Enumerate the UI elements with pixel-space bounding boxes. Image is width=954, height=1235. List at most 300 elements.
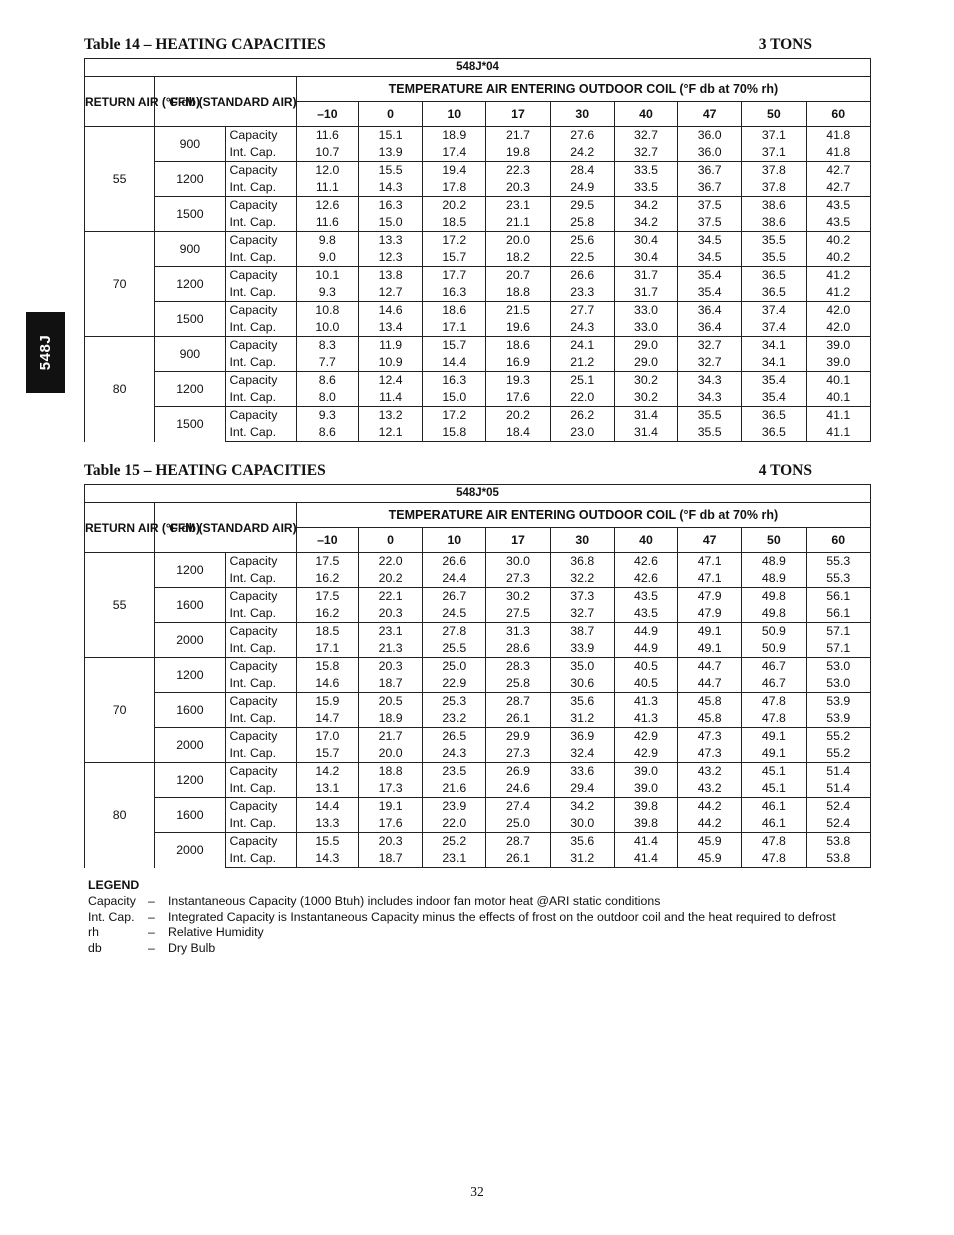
legend-dash: – xyxy=(148,909,155,924)
table-row xyxy=(85,588,871,606)
cfm-value: 1200 xyxy=(155,267,225,302)
int-cap-value: 11.6 xyxy=(296,214,358,232)
int-cap-value: 25.0 xyxy=(486,815,550,833)
int-cap-value: 34.3 xyxy=(678,389,742,407)
capacity-value: 36.8 xyxy=(550,553,614,571)
capacity-value: 49.1 xyxy=(742,728,806,746)
capacity-value: 35.5 xyxy=(678,407,742,425)
temperature-column-header: 0 xyxy=(358,528,422,553)
capacity-value: 41.1 xyxy=(806,407,871,425)
int-cap-value: 20.3 xyxy=(486,179,550,197)
capacity-label: Capacity xyxy=(225,302,296,320)
int-cap-value: 39.0 xyxy=(806,354,871,372)
table-row xyxy=(85,372,871,390)
capacity-value: 37.4 xyxy=(742,302,806,320)
cfm-value: 900 xyxy=(155,337,225,372)
int-cap-value: 41.8 xyxy=(806,144,871,162)
int-cap-value: 34.5 xyxy=(678,249,742,267)
capacity-value: 20.7 xyxy=(486,267,550,285)
temperature-column-header: 17 xyxy=(486,528,550,553)
int-cap-value: 20.3 xyxy=(358,605,422,623)
int-cap-value: 17.3 xyxy=(358,780,422,798)
table-row xyxy=(85,407,871,425)
capacity-value: 45.1 xyxy=(742,763,806,781)
int-cap-value: 45.9 xyxy=(678,850,742,868)
capacity-value: 32.7 xyxy=(614,127,677,145)
legend-item xyxy=(88,941,836,957)
capacity-label: Capacity xyxy=(225,162,296,180)
capacity-value: 20.2 xyxy=(423,197,486,215)
table-tons: 4 TONS xyxy=(758,462,812,479)
capacity-value: 34.1 xyxy=(742,337,806,355)
capacity-value: 52.4 xyxy=(806,798,871,816)
capacity-label: Capacity xyxy=(225,372,296,390)
capacity-value: 27.7 xyxy=(550,302,614,320)
temperature-column-header: 50 xyxy=(742,528,806,553)
int-cap-label: Int. Cap. xyxy=(225,389,296,407)
int-cap-value: 15.0 xyxy=(358,214,422,232)
int-cap-value: 11.1 xyxy=(296,179,358,197)
int-cap-value: 53.8 xyxy=(806,850,871,868)
temperature-column-header: 0 xyxy=(358,102,422,127)
table-row xyxy=(85,302,871,320)
int-cap-value: 16.9 xyxy=(486,354,550,372)
int-cap-value: 21.1 xyxy=(486,214,550,232)
int-cap-value: 31.4 xyxy=(614,424,677,442)
capacity-value: 37.8 xyxy=(742,162,806,180)
int-cap-value: 35.5 xyxy=(678,424,742,442)
cfm-value: 1500 xyxy=(155,197,225,232)
cfm-value: 1200 xyxy=(155,372,225,407)
legend-item xyxy=(88,894,836,910)
int-cap-value: 18.4 xyxy=(486,424,550,442)
capacity-value: 16.3 xyxy=(358,197,422,215)
int-cap-value: 57.1 xyxy=(806,640,871,658)
capacity-value: 36.7 xyxy=(678,162,742,180)
capacity-value: 26.6 xyxy=(423,553,486,571)
capacity-value: 37.1 xyxy=(742,127,806,145)
capacity-value: 56.1 xyxy=(806,588,871,606)
temperature-column-header: 40 xyxy=(614,528,677,553)
capacity-value: 26.2 xyxy=(550,407,614,425)
capacity-value: 8.6 xyxy=(296,372,358,390)
int-cap-value: 16.3 xyxy=(423,284,486,302)
int-cap-value: 35.4 xyxy=(742,389,806,407)
int-cap-value: 34.1 xyxy=(742,354,806,372)
cfm-value: 2000 xyxy=(155,623,225,658)
capacity-value: 18.5 xyxy=(296,623,358,641)
int-cap-value: 30.0 xyxy=(550,815,614,833)
int-cap-value: 24.9 xyxy=(550,179,614,197)
int-cap-value: 52.4 xyxy=(806,815,871,833)
capacity-value: 32.7 xyxy=(678,337,742,355)
int-cap-value: 13.4 xyxy=(358,319,422,337)
capacity-value: 30.2 xyxy=(614,372,677,390)
int-cap-value: 26.1 xyxy=(486,710,550,728)
int-cap-value: 42.9 xyxy=(614,745,677,763)
int-cap-value: 23.3 xyxy=(550,284,614,302)
capacity-label: Capacity xyxy=(225,197,296,215)
capacity-value: 10.1 xyxy=(296,267,358,285)
int-cap-value: 20.2 xyxy=(358,570,422,588)
capacity-label: Capacity xyxy=(225,588,296,606)
capacity-value: 42.0 xyxy=(806,302,871,320)
temperature-header: TEMPERATURE AIR ENTERING OUTDOOR COIL (°F db at 70% rh) xyxy=(296,503,870,528)
legend-item xyxy=(88,925,836,941)
capacity-value: 41.2 xyxy=(806,267,871,285)
table-14 xyxy=(84,58,871,442)
legend-description: Instantaneous Capacity (1000 Btuh) includes indoor fan motor heat @ARI static conditions xyxy=(168,893,661,908)
capacity-value: 45.9 xyxy=(678,833,742,851)
int-cap-value: 22.0 xyxy=(423,815,486,833)
int-cap-value: 29.0 xyxy=(614,354,677,372)
capacity-value: 47.9 xyxy=(678,588,742,606)
temperature-column-header: 50 xyxy=(742,102,806,127)
capacity-value: 15.8 xyxy=(296,658,358,676)
capacity-value: 20.0 xyxy=(486,232,550,250)
capacity-value: 28.3 xyxy=(486,658,550,676)
capacity-value: 14.2 xyxy=(296,763,358,781)
capacity-value: 25.3 xyxy=(423,693,486,711)
capacity-value: 43.5 xyxy=(614,588,677,606)
return-air-value: 70 xyxy=(85,658,155,763)
legend-description: Dry Bulb xyxy=(168,941,216,956)
int-cap-label: Int. Cap. xyxy=(225,850,296,868)
table-14-title xyxy=(84,36,812,54)
int-cap-value: 13.3 xyxy=(296,815,358,833)
int-cap-value: 31.2 xyxy=(550,850,614,868)
capacity-value: 15.1 xyxy=(358,127,422,145)
capacity-value: 39.8 xyxy=(614,798,677,816)
int-cap-value: 37.4 xyxy=(742,319,806,337)
capacity-value: 30.4 xyxy=(614,232,677,250)
int-cap-value: 38.6 xyxy=(742,214,806,232)
int-cap-value: 42.7 xyxy=(806,179,871,197)
table-row xyxy=(85,337,871,355)
int-cap-label: Int. Cap. xyxy=(225,144,296,162)
cfm-header: CFM (STANDARD AIR) xyxy=(155,77,297,127)
int-cap-value: 17.1 xyxy=(423,319,486,337)
model-header: 548J*04 xyxy=(85,59,871,77)
legend-term: db xyxy=(88,941,102,956)
int-cap-label: Int. Cap. xyxy=(225,319,296,337)
return-air-value: 70 xyxy=(85,232,155,337)
table-15-title xyxy=(84,462,812,480)
int-cap-value: 14.3 xyxy=(358,179,422,197)
legend-dash: – xyxy=(148,893,155,908)
capacity-value: 19.4 xyxy=(423,162,486,180)
int-cap-value: 53.9 xyxy=(806,710,871,728)
capacity-value: 16.3 xyxy=(423,372,486,390)
int-cap-label: Int. Cap. xyxy=(225,354,296,372)
int-cap-value: 24.3 xyxy=(423,745,486,763)
int-cap-value: 42.0 xyxy=(806,319,871,337)
table-row xyxy=(85,763,871,781)
int-cap-label: Int. Cap. xyxy=(225,284,296,302)
capacity-value: 34.5 xyxy=(678,232,742,250)
capacity-label: Capacity xyxy=(225,623,296,641)
int-cap-value: 48.9 xyxy=(742,570,806,588)
temperature-header: TEMPERATURE AIR ENTERING OUTDOOR COIL (°F db at 70% rh) xyxy=(296,77,870,102)
capacity-label: Capacity xyxy=(225,728,296,746)
int-cap-value: 42.6 xyxy=(614,570,677,588)
int-cap-value: 17.1 xyxy=(296,640,358,658)
capacity-value: 38.7 xyxy=(550,623,614,641)
capacity-value: 44.2 xyxy=(678,798,742,816)
cfm-value: 900 xyxy=(155,127,225,162)
capacity-value: 34.3 xyxy=(678,372,742,390)
int-cap-value: 49.1 xyxy=(678,640,742,658)
temperature-column-header: 60 xyxy=(806,528,871,553)
int-cap-value: 9.3 xyxy=(296,284,358,302)
capacity-value: 46.7 xyxy=(742,658,806,676)
int-cap-value: 27.5 xyxy=(486,605,550,623)
cfm-value: 1600 xyxy=(155,588,225,623)
temperature-column-header: 47 xyxy=(678,102,742,127)
capacity-label: Capacity xyxy=(225,127,296,145)
int-cap-value: 30.4 xyxy=(614,249,677,267)
int-cap-label: Int. Cap. xyxy=(225,424,296,442)
int-cap-value: 56.1 xyxy=(806,605,871,623)
legend-dash: – xyxy=(148,941,155,956)
capacity-value: 25.1 xyxy=(550,372,614,390)
capacity-value: 26.5 xyxy=(423,728,486,746)
legend-description: Relative Humidity xyxy=(168,925,264,940)
int-cap-label: Int. Cap. xyxy=(225,605,296,623)
int-cap-value: 23.1 xyxy=(423,850,486,868)
capacity-value: 9.3 xyxy=(296,407,358,425)
capacity-value: 18.8 xyxy=(358,763,422,781)
capacity-value: 47.1 xyxy=(678,553,742,571)
int-cap-value: 51.4 xyxy=(806,780,871,798)
cfm-value: 1200 xyxy=(155,658,225,693)
capacity-value: 23.5 xyxy=(423,763,486,781)
capacity-value: 24.1 xyxy=(550,337,614,355)
capacity-value: 36.0 xyxy=(678,127,742,145)
capacity-value: 35.6 xyxy=(550,833,614,851)
int-cap-value: 17.4 xyxy=(423,144,486,162)
capacity-value: 39.0 xyxy=(614,763,677,781)
capacity-value: 10.8 xyxy=(296,302,358,320)
int-cap-value: 24.4 xyxy=(423,570,486,588)
int-cap-value: 47.3 xyxy=(678,745,742,763)
int-cap-value: 32.4 xyxy=(550,745,614,763)
int-cap-value: 33.9 xyxy=(550,640,614,658)
int-cap-value: 47.9 xyxy=(678,605,742,623)
cfm-value: 1600 xyxy=(155,693,225,728)
capacity-value: 23.1 xyxy=(486,197,550,215)
int-cap-value: 15.0 xyxy=(423,389,486,407)
int-cap-value: 49.1 xyxy=(742,745,806,763)
capacity-value: 18.9 xyxy=(423,127,486,145)
int-cap-label: Int. Cap. xyxy=(225,214,296,232)
int-cap-value: 35.4 xyxy=(678,284,742,302)
capacity-value: 26.9 xyxy=(486,763,550,781)
capacity-value: 22.3 xyxy=(486,162,550,180)
capacity-value: 15.7 xyxy=(423,337,486,355)
table-row xyxy=(85,553,871,571)
return-air-header: RETURN AIR (°F db) xyxy=(85,503,155,553)
capacity-value: 15.9 xyxy=(296,693,358,711)
return-air-value: 80 xyxy=(85,337,155,442)
side-tab-label: 548J xyxy=(37,334,54,371)
capacity-value: 35.0 xyxy=(550,658,614,676)
int-cap-value: 27.3 xyxy=(486,745,550,763)
capacity-value: 42.9 xyxy=(614,728,677,746)
int-cap-value: 7.7 xyxy=(296,354,358,372)
int-cap-value: 44.2 xyxy=(678,815,742,833)
capacity-value: 17.0 xyxy=(296,728,358,746)
capacity-label: Capacity xyxy=(225,267,296,285)
capacity-value: 12.6 xyxy=(296,197,358,215)
int-cap-value: 37.1 xyxy=(742,144,806,162)
int-cap-value: 55.3 xyxy=(806,570,871,588)
int-cap-value: 36.4 xyxy=(678,319,742,337)
capacity-value: 34.2 xyxy=(550,798,614,816)
int-cap-value: 41.4 xyxy=(614,850,677,868)
capacity-value: 12.0 xyxy=(296,162,358,180)
legend-dash: – xyxy=(148,925,155,940)
int-cap-value: 26.1 xyxy=(486,850,550,868)
capacity-value: 49.8 xyxy=(742,588,806,606)
temperature-column-header: 60 xyxy=(806,102,871,127)
capacity-value: 17.2 xyxy=(423,232,486,250)
capacity-label: Capacity xyxy=(225,407,296,425)
side-tab xyxy=(26,312,65,393)
capacity-value: 43.2 xyxy=(678,763,742,781)
table-title: Table 15 – HEATING CAPACITIES xyxy=(84,462,326,479)
capacity-value: 53.9 xyxy=(806,693,871,711)
capacity-value: 51.4 xyxy=(806,763,871,781)
temperature-column-header: 10 xyxy=(423,528,486,553)
capacity-value: 27.6 xyxy=(550,127,614,145)
table-row xyxy=(85,232,871,250)
capacity-value: 15.5 xyxy=(296,833,358,851)
legend-item xyxy=(88,910,836,926)
capacity-value: 35.4 xyxy=(742,372,806,390)
capacity-value: 20.3 xyxy=(358,833,422,851)
int-cap-value: 45.8 xyxy=(678,710,742,728)
int-cap-value: 18.5 xyxy=(423,214,486,232)
int-cap-value: 33.5 xyxy=(614,179,677,197)
int-cap-value: 39.8 xyxy=(614,815,677,833)
capacity-value: 53.0 xyxy=(806,658,871,676)
legend-term: Int. Cap. xyxy=(88,909,135,924)
int-cap-value: 15.7 xyxy=(423,249,486,267)
capacity-value: 35.4 xyxy=(678,267,742,285)
int-cap-value: 16.2 xyxy=(296,570,358,588)
table-tons: 3 TONS xyxy=(758,36,812,53)
capacity-value: 29.5 xyxy=(550,197,614,215)
capacity-value: 26.6 xyxy=(550,267,614,285)
int-cap-value: 23.2 xyxy=(423,710,486,728)
int-cap-value: 41.3 xyxy=(614,710,677,728)
temperature-column-header: –10 xyxy=(296,102,358,127)
int-cap-value: 33.0 xyxy=(614,319,677,337)
page-number: 32 xyxy=(470,1184,484,1199)
capacity-label: Capacity xyxy=(225,693,296,711)
capacity-value: 18.6 xyxy=(423,302,486,320)
int-cap-label: Int. Cap. xyxy=(225,640,296,658)
int-cap-value: 43.2 xyxy=(678,780,742,798)
capacity-value: 17.5 xyxy=(296,588,358,606)
capacity-value: 15.5 xyxy=(358,162,422,180)
legend-term: rh xyxy=(88,925,99,940)
capacity-value: 41.3 xyxy=(614,693,677,711)
capacity-value: 26.7 xyxy=(423,588,486,606)
capacity-value: 17.5 xyxy=(296,553,358,571)
capacity-value: 40.5 xyxy=(614,658,677,676)
cfm-value: 2000 xyxy=(155,833,225,868)
int-cap-value: 17.6 xyxy=(358,815,422,833)
return-air-header: RETURN AIR (°F db) xyxy=(85,77,155,127)
capacity-value: 18.6 xyxy=(486,337,550,355)
int-cap-value: 18.8 xyxy=(486,284,550,302)
table-row xyxy=(85,267,871,285)
temperature-column-header: 30 xyxy=(550,102,614,127)
int-cap-value: 55.2 xyxy=(806,745,871,763)
int-cap-value: 24.3 xyxy=(550,319,614,337)
int-cap-value: 22.9 xyxy=(423,675,486,693)
capacity-value: 42.6 xyxy=(614,553,677,571)
int-cap-value: 44.7 xyxy=(678,675,742,693)
capacity-label: Capacity xyxy=(225,337,296,355)
capacity-value: 37.3 xyxy=(550,588,614,606)
table-row xyxy=(85,798,871,816)
capacity-value: 47.8 xyxy=(742,833,806,851)
int-cap-value: 12.7 xyxy=(358,284,422,302)
cfm-value: 2000 xyxy=(155,728,225,763)
int-cap-value: 30.6 xyxy=(550,675,614,693)
cfm-header: CFM (STANDARD AIR) xyxy=(155,503,297,553)
int-cap-value: 24.6 xyxy=(486,780,550,798)
capacity-value: 30.2 xyxy=(486,588,550,606)
int-cap-value: 53.0 xyxy=(806,675,871,693)
capacity-value: 13.3 xyxy=(358,232,422,250)
int-cap-value: 14.4 xyxy=(423,354,486,372)
capacity-value: 55.3 xyxy=(806,553,871,571)
int-cap-value: 46.1 xyxy=(742,815,806,833)
temperature-column-header: 17 xyxy=(486,102,550,127)
int-cap-value: 16.2 xyxy=(296,605,358,623)
capacity-value: 48.9 xyxy=(742,553,806,571)
capacity-value: 14.6 xyxy=(358,302,422,320)
temperature-column-header: 40 xyxy=(614,102,677,127)
int-cap-value: 8.6 xyxy=(296,424,358,442)
int-cap-value: 36.0 xyxy=(678,144,742,162)
int-cap-value: 22.5 xyxy=(550,249,614,267)
capacity-value: 29.0 xyxy=(614,337,677,355)
int-cap-label: Int. Cap. xyxy=(225,179,296,197)
capacity-value: 21.7 xyxy=(486,127,550,145)
int-cap-value: 25.8 xyxy=(486,675,550,693)
legend xyxy=(88,878,836,957)
int-cap-value: 19.8 xyxy=(486,144,550,162)
int-cap-value: 12.1 xyxy=(358,424,422,442)
int-cap-value: 46.7 xyxy=(742,675,806,693)
capacity-value: 41.8 xyxy=(806,127,871,145)
cfm-value: 1500 xyxy=(155,302,225,337)
int-cap-value: 31.2 xyxy=(550,710,614,728)
capacity-value: 20.2 xyxy=(486,407,550,425)
int-cap-value: 28.6 xyxy=(486,640,550,658)
int-cap-value: 36.7 xyxy=(678,179,742,197)
capacity-value: 38.6 xyxy=(742,197,806,215)
int-cap-value: 39.0 xyxy=(614,780,677,798)
return-air-value: 55 xyxy=(85,553,155,658)
table-row xyxy=(85,833,871,851)
int-cap-value: 18.7 xyxy=(358,850,422,868)
